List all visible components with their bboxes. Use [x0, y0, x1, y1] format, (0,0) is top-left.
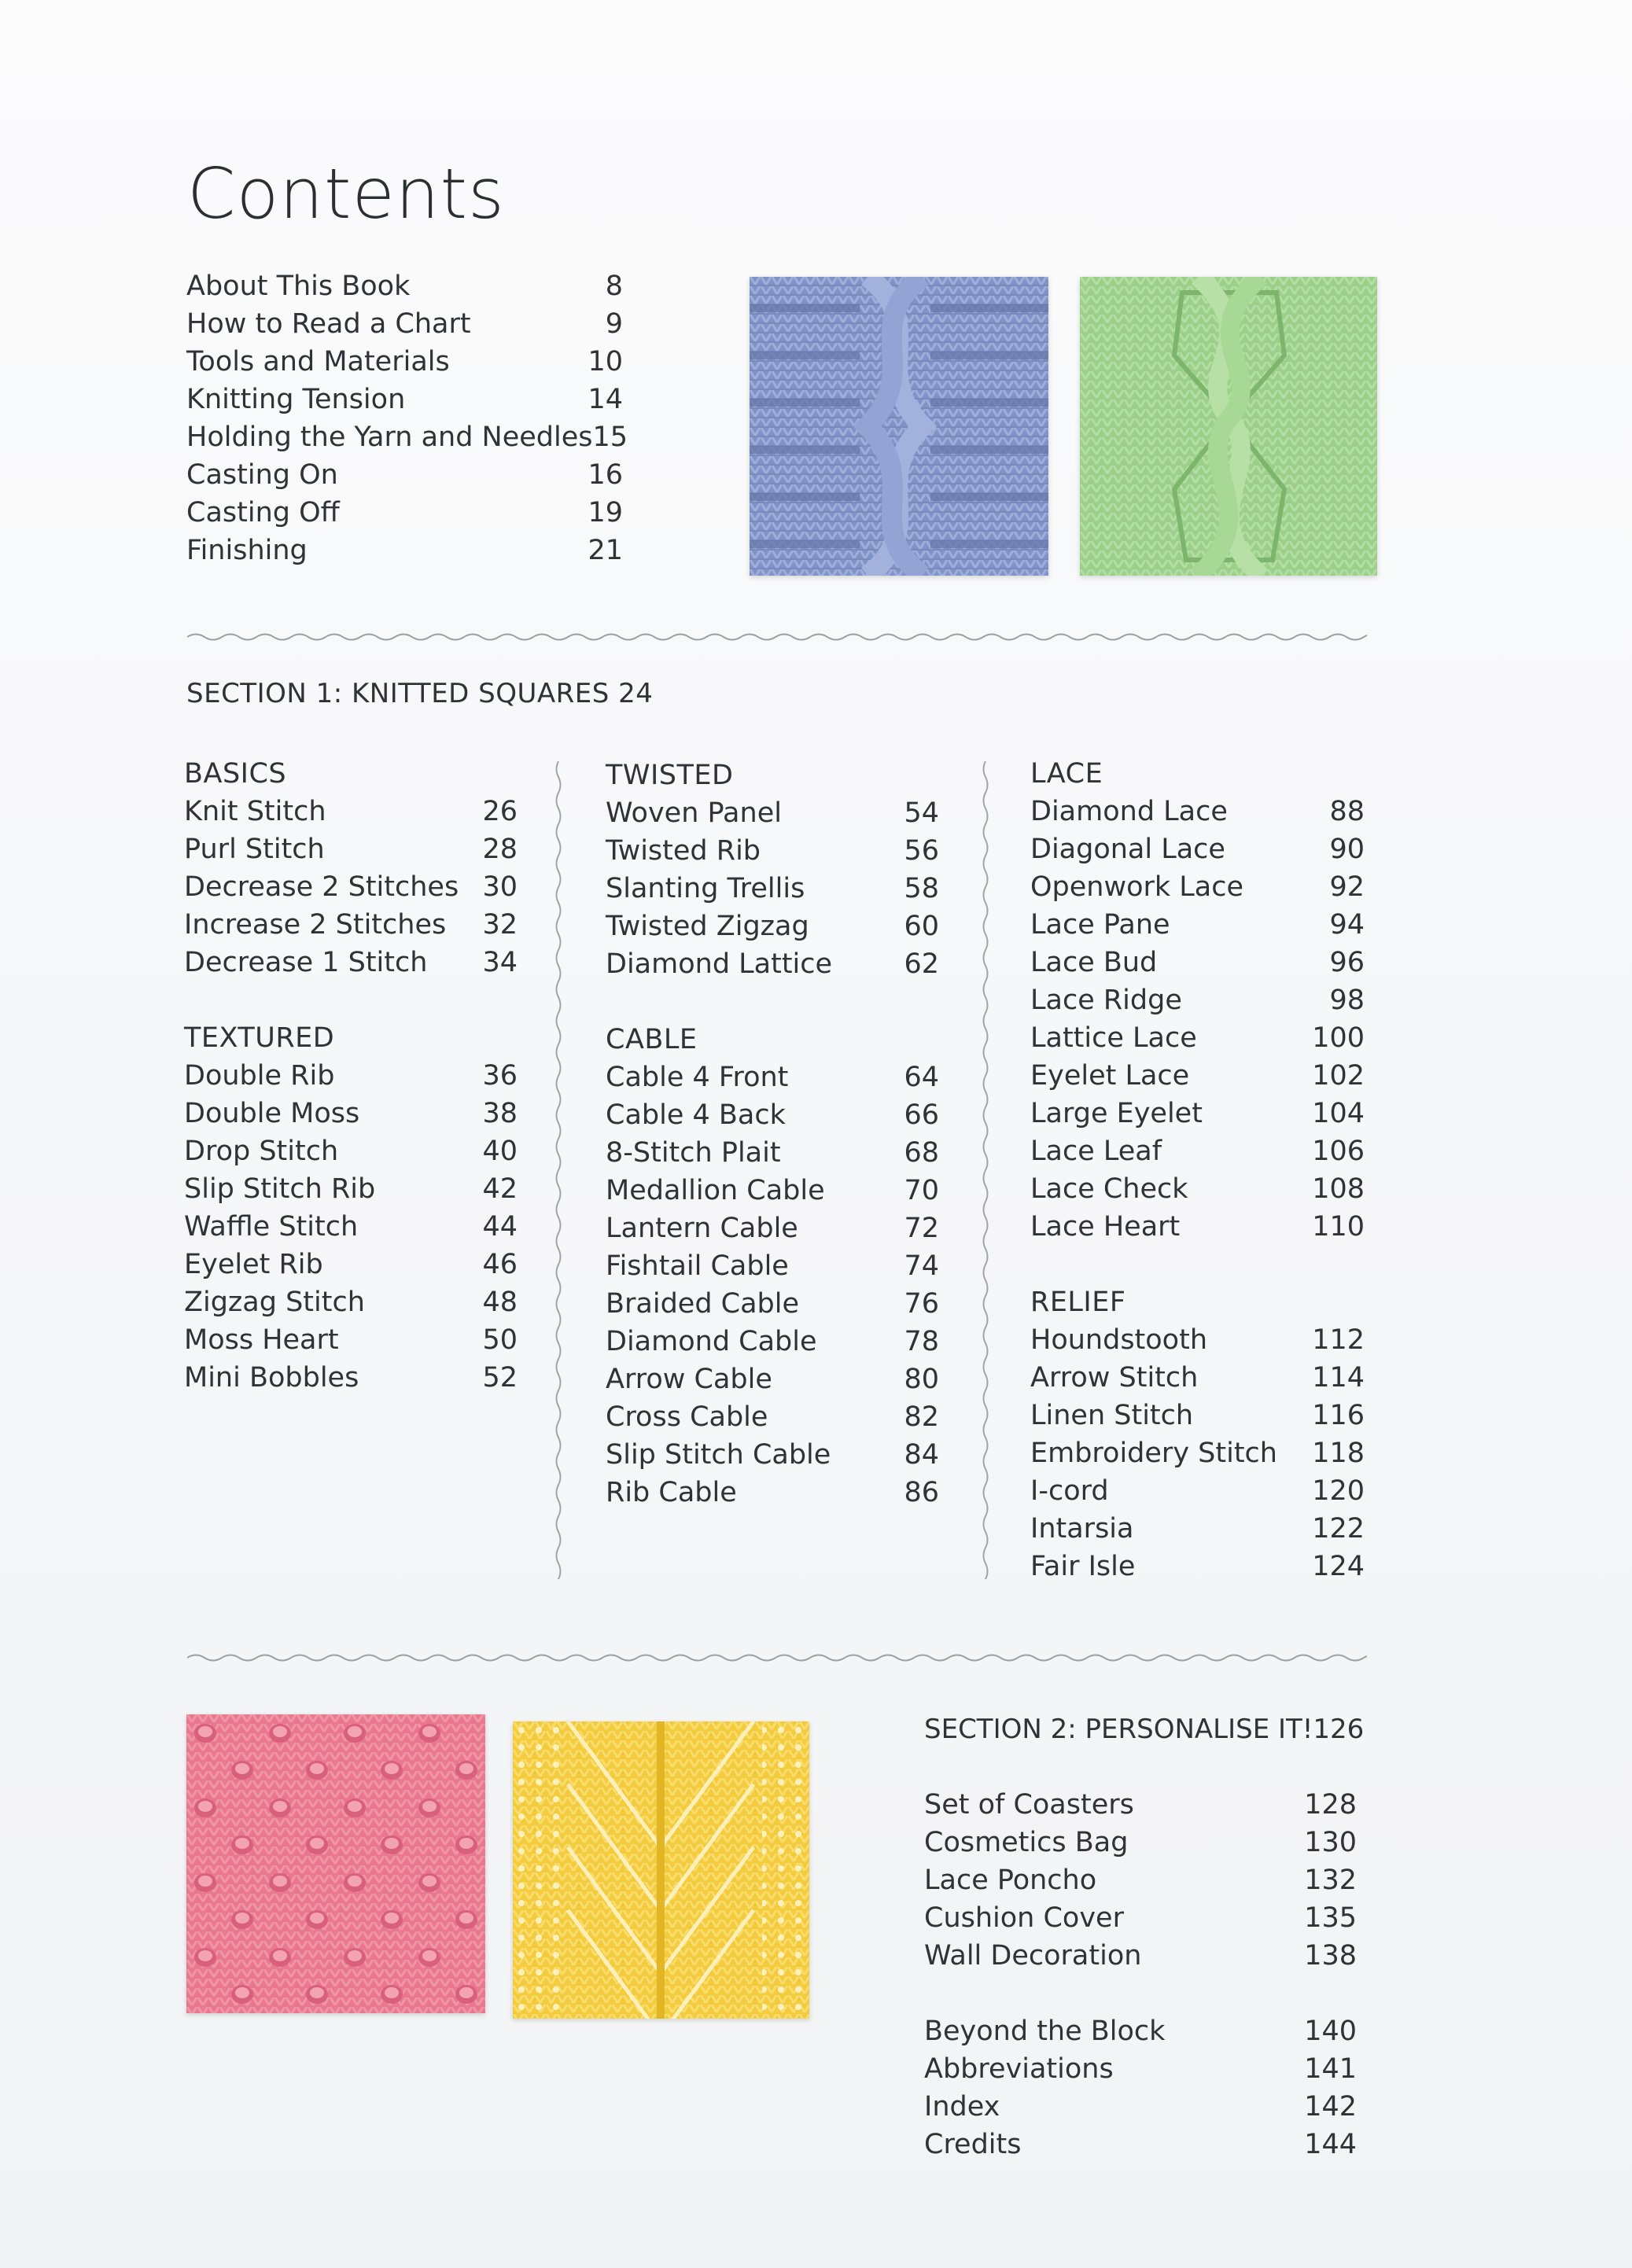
toc-entry[interactable]: Large Eyelet 104 — [1030, 1098, 1365, 1129]
toc-entry[interactable]: Drop Stitch 40 — [184, 1136, 518, 1167]
section-1-heading: SECTION 1: KNITTED SQUARES 24 — [186, 678, 654, 709]
section-2-heading[interactable]: SECTION 2: PERSONALISE IT! 126 — [924, 1714, 1365, 1745]
toc-entry[interactable]: Cable 4 Front 64 — [606, 1062, 939, 1093]
toc-entry[interactable]: Holding the Yarn and Needles 15 — [186, 422, 628, 453]
toc-entry[interactable]: How to Read a Chart 9 — [186, 308, 623, 340]
column-twisted-cable — [606, 757, 939, 1511]
toc-entry[interactable]: Abbreviations 141 — [924, 2053, 1357, 2085]
toc-entry[interactable]: Lantern Cable 72 — [606, 1213, 939, 1244]
toc-entry[interactable]: Lace Leaf 106 — [1030, 1136, 1365, 1167]
toc-entry[interactable]: Lace Check 108 — [1030, 1173, 1365, 1205]
toc-entry[interactable]: Diamond Lattice 62 — [606, 948, 939, 980]
toc-entry[interactable]: 8-Stitch Plait 68 — [606, 1137, 939, 1169]
toc-entry[interactable]: Fishtail Cable 74 — [606, 1250, 939, 1282]
pink-bobble-swatch-image — [186, 1714, 485, 2013]
category-heading: TEXTURED — [184, 1022, 335, 1054]
toc-entry[interactable]: Houndstooth 112 — [1030, 1324, 1365, 1356]
toc-entry[interactable]: Twisted Zigzag 60 — [606, 911, 939, 942]
toc-entry[interactable]: Tools and Materials 10 — [186, 346, 623, 377]
blue-cable-swatch-image — [750, 277, 1048, 576]
column-divider — [978, 761, 993, 1579]
toc-entry[interactable]: Woven Panel 54 — [606, 797, 939, 829]
intro-list — [186, 267, 628, 569]
toc-entry[interactable]: Mini Bobbles 52 — [184, 1362, 518, 1394]
toc-entry[interactable]: Increase 2 Stitches 32 — [184, 909, 518, 941]
category-heading: BASICS — [184, 758, 287, 790]
toc-entry[interactable]: Braided Cable 76 — [606, 1288, 939, 1320]
column-basics-textured — [184, 755, 518, 1397]
toc-entry[interactable]: Knit Stitch 26 — [184, 796, 518, 827]
toc-entry[interactable]: Arrow Stitch 114 — [1030, 1362, 1365, 1394]
toc-entry[interactable]: Lace Bud 96 — [1030, 947, 1365, 978]
toc-entry[interactable]: Diamond Cable 78 — [606, 1326, 939, 1357]
toc-entry[interactable]: Knitting Tension 14 — [186, 384, 623, 415]
column-divider — [551, 761, 566, 1579]
toc-entry[interactable]: Slanting Trellis 58 — [606, 873, 939, 904]
toc-entry[interactable]: About This Book 8 — [186, 271, 623, 302]
wavy-divider — [187, 1648, 1367, 1667]
toc-entry[interactable]: Diagonal Lace 90 — [1030, 834, 1365, 865]
toc-entry[interactable]: Casting Off 19 — [186, 497, 623, 528]
toc-entry[interactable]: Lace Ridge 98 — [1030, 985, 1365, 1016]
toc-entry[interactable]: Moss Heart 50 — [184, 1324, 518, 1356]
toc-entry[interactable]: Lace Poncho 132 — [924, 1865, 1357, 1896]
toc-entry[interactable]: Wall Decoration 138 — [924, 1940, 1357, 1972]
toc-entry[interactable]: Cable 4 Back 66 — [606, 1099, 939, 1131]
toc-entry[interactable]: Intarsia 122 — [1030, 1513, 1365, 1545]
toc-entry[interactable]: Lace Pane 94 — [1030, 909, 1365, 941]
toc-entry[interactable]: Double Rib 36 — [184, 1060, 518, 1092]
toc-entry[interactable]: Eyelet Lace 102 — [1030, 1060, 1365, 1092]
category-heading: LACE — [1030, 758, 1103, 790]
toc-entry[interactable]: I-cord 120 — [1030, 1475, 1365, 1507]
toc-entry[interactable]: Cushion Cover 135 — [924, 1902, 1357, 1934]
category-heading: RELIEF — [1030, 1287, 1126, 1318]
toc-entry[interactable]: Set of Coasters 128 — [924, 1789, 1357, 1821]
toc-entry[interactable]: Cross Cable 82 — [606, 1401, 939, 1433]
toc-entry[interactable]: Lace Heart 110 — [1030, 1211, 1365, 1243]
toc-entry[interactable]: Medallion Cable 70 — [606, 1175, 939, 1206]
toc-entry[interactable]: Openwork Lace 92 — [1030, 871, 1365, 903]
toc-entry[interactable]: Twisted Rib 56 — [606, 835, 939, 867]
column-lace-relief — [1030, 755, 1365, 1585]
category-heading: CABLE — [606, 1024, 698, 1055]
page-title: Contents — [187, 153, 505, 234]
toc-entry[interactable]: Purl Stitch 28 — [184, 834, 518, 865]
green-cable-swatch-image — [1080, 277, 1377, 576]
toc-entry[interactable]: Eyelet Rib 46 — [184, 1249, 518, 1280]
toc-entry[interactable]: Linen Stitch 116 — [1030, 1400, 1365, 1431]
category-heading: TWISTED — [606, 760, 734, 791]
toc-entry[interactable]: Fair Isle 124 — [1030, 1551, 1365, 1582]
toc-entry[interactable]: Lattice Lace 100 — [1030, 1022, 1365, 1054]
toc-entry[interactable]: Beyond the Block 140 — [924, 2016, 1357, 2047]
toc-entry[interactable]: Cosmetics Bag 130 — [924, 1827, 1357, 1858]
section-2-list — [924, 1710, 1365, 2163]
yellow-lace-swatch-image — [513, 1721, 809, 2019]
toc-entry[interactable]: Diamond Lace 88 — [1030, 796, 1365, 827]
toc-entry[interactable]: Index 142 — [924, 2091, 1357, 2123]
wavy-divider — [187, 628, 1367, 646]
toc-entry[interactable]: Double Moss 38 — [184, 1098, 518, 1129]
toc-entry[interactable]: Waffle Stitch 44 — [184, 1211, 518, 1243]
toc-entry[interactable]: Slip Stitch Cable 84 — [606, 1439, 939, 1471]
toc-entry[interactable]: Rib Cable 86 — [606, 1477, 939, 1508]
toc-entry[interactable]: Arrow Cable 80 — [606, 1364, 939, 1395]
toc-entry[interactable]: Decrease 1 Stitch 34 — [184, 947, 518, 978]
toc-entry[interactable]: Casting On 16 — [186, 459, 623, 491]
toc-entry[interactable]: Finishing 21 — [186, 535, 623, 566]
toc-entry[interactable]: Decrease 2 Stitches 30 — [184, 871, 518, 903]
toc-entry[interactable]: Zigzag Stitch 48 — [184, 1287, 518, 1318]
toc-entry[interactable]: Slip Stitch Rib 42 — [184, 1173, 518, 1205]
toc-entry[interactable]: Credits 144 — [924, 2129, 1357, 2160]
toc-entry[interactable]: Embroidery Stitch 118 — [1030, 1438, 1365, 1469]
